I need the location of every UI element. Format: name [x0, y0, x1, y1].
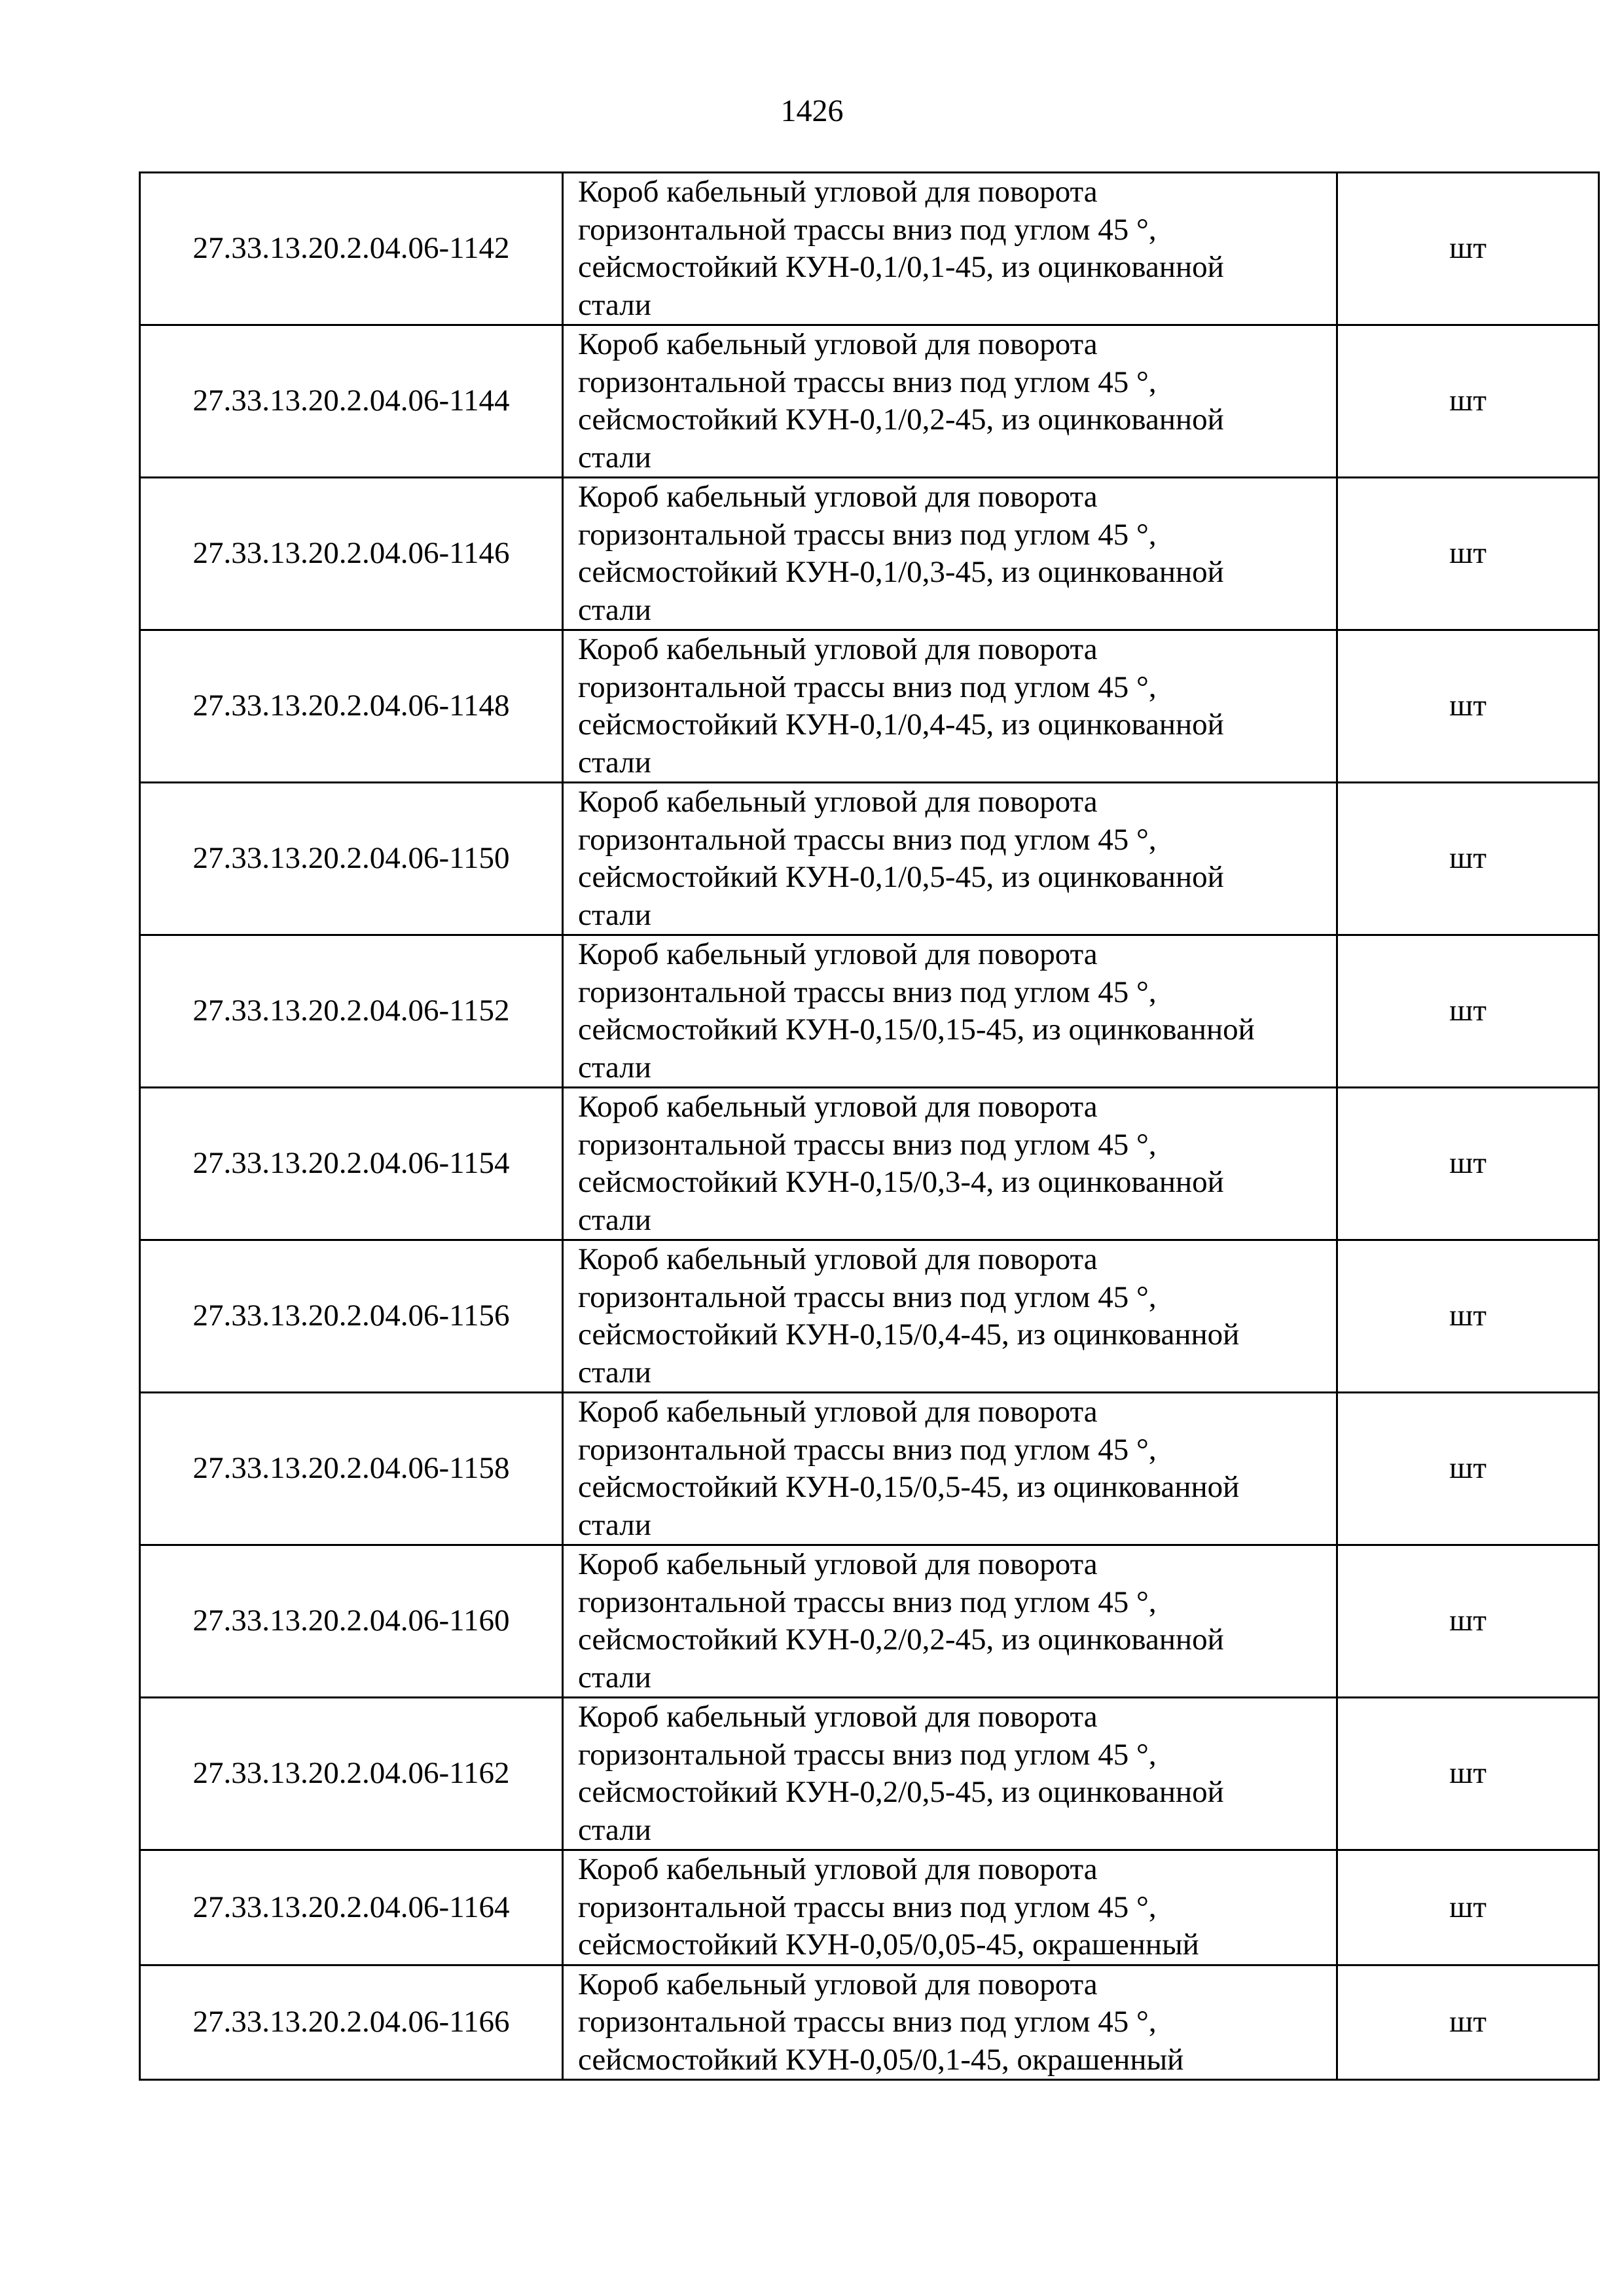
resource-description: Короб кабельный угловой для поворота горизонтальной трассы вниз под углом 45 °, сейсмостойкий КУН-0,15/0,3-4, из оцинкованной стали: [563, 1088, 1337, 1240]
resource-unit: шт: [1337, 630, 1599, 783]
resource-unit: шт: [1337, 173, 1599, 325]
resource-description: Короб кабельный угловой для поворота горизонтальной трассы вниз под углом 45 °, сейсмостойкий КУН-0,2/0,5-45, из оцинкованной стали: [563, 1698, 1337, 1850]
resource-code: 27.33.13.20.2.04.06-1154: [140, 1088, 563, 1240]
resource-code: 27.33.13.20.2.04.06-1152: [140, 935, 563, 1088]
table-row: [140, 1240, 1599, 1393]
resource-description: Короб кабельный угловой для поворота горизонтальной трассы вниз под углом 45 °, сейсмостойкий КУН-0,15/0,5-45, из оцинкованной стали: [563, 1393, 1337, 1545]
table-row: [140, 1698, 1599, 1850]
resource-unit: шт: [1337, 1545, 1599, 1698]
resource-unit: шт: [1337, 935, 1599, 1088]
resource-unit: шт: [1337, 1850, 1599, 1965]
resource-description: Короб кабельный угловой для поворота горизонтальной трассы вниз под углом 45 °, сейсмостойкий КУН-0,1/0,1-45, из оцинкованной стали: [563, 173, 1337, 325]
resource-description: Короб кабельный угловой для поворота горизонтальной трассы вниз под углом 45 °, сейсмостойкий КУН-0,05/0,05-45, окрашенный: [563, 1850, 1337, 1965]
table-row: [140, 1545, 1599, 1698]
resource-code: 27.33.13.20.2.04.06-1144: [140, 325, 563, 478]
resource-code: 27.33.13.20.2.04.06-1166: [140, 1965, 563, 2080]
resource-description: Короб кабельный угловой для поворота горизонтальной трассы вниз под углом 45 °, сейсмостойкий КУН-0,15/0,15-45, из оцинкованной стали: [563, 935, 1337, 1088]
resource-description: Короб кабельный угловой для поворота горизонтальной трассы вниз под углом 45 °, сейсмостойкий КУН-0,1/0,3-45, из оцинкованной стали: [563, 478, 1337, 630]
resource-code: 27.33.13.20.2.04.06-1156: [140, 1240, 563, 1393]
resource-code: 27.33.13.20.2.04.06-1158: [140, 1393, 563, 1545]
table-row: [140, 478, 1599, 630]
resource-unit: шт: [1337, 325, 1599, 478]
resource-code: 27.33.13.20.2.04.06-1164: [140, 1850, 563, 1965]
resource-unit: шт: [1337, 1088, 1599, 1240]
table-row: [140, 173, 1599, 325]
resource-description: Короб кабельный угловой для поворота горизонтальной трассы вниз под углом 45 °, сейсмостойкий КУН-0,05/0,1-45, окрашенный: [563, 1965, 1337, 2080]
resource-unit: шт: [1337, 1240, 1599, 1393]
resource-description: Короб кабельный угловой для поворота горизонтальной трассы вниз под углом 45 °, сейсмостойкий КУН-0,1/0,2-45, из оцинкованной стали: [563, 325, 1337, 478]
resource-code: 27.33.13.20.2.04.06-1142: [140, 173, 563, 325]
resource-unit: шт: [1337, 478, 1599, 630]
table-row: [140, 1088, 1599, 1240]
page-number: 1426: [780, 94, 844, 128]
resource-code: 27.33.13.20.2.04.06-1148: [140, 630, 563, 783]
table-row: [140, 1393, 1599, 1545]
table-row: [140, 783, 1599, 935]
resource-description: Короб кабельный угловой для поворота горизонтальной трассы вниз под углом 45 °, сейсмостойкий КУН-0,1/0,5-45, из оцинкованной стали: [563, 783, 1337, 935]
resource-code: 27.33.13.20.2.04.06-1160: [140, 1545, 563, 1698]
table-row: [140, 1850, 1599, 1965]
resource-description: Короб кабельный угловой для поворота горизонтальной трассы вниз под углом 45 °, сейсмостойкий КУН-0,15/0,4-45, из оцинкованной стали: [563, 1240, 1337, 1393]
resource-unit: шт: [1337, 1965, 1599, 2080]
resource-code: 27.33.13.20.2.04.06-1146: [140, 478, 563, 630]
table-row: [140, 935, 1599, 1088]
resource-code: 27.33.13.20.2.04.06-1150: [140, 783, 563, 935]
resource-unit: шт: [1337, 783, 1599, 935]
resource-description: Короб кабельный угловой для поворота горизонтальной трассы вниз под углом 45 °, сейсмостойкий КУН-0,2/0,2-45, из оцинкованной стали: [563, 1545, 1337, 1698]
resource-unit: шт: [1337, 1393, 1599, 1545]
resource-description: Короб кабельный угловой для поворота горизонтальной трассы вниз под углом 45 °, сейсмостойкий КУН-0,1/0,4-45, из оцинкованной стали: [563, 630, 1337, 783]
table-row: [140, 1965, 1599, 2080]
table-row: [140, 630, 1599, 783]
resource-table: [139, 171, 1600, 2081]
resource-unit: шт: [1337, 1698, 1599, 1850]
table-row: [140, 325, 1599, 478]
resource-code: 27.33.13.20.2.04.06-1162: [140, 1698, 563, 1850]
